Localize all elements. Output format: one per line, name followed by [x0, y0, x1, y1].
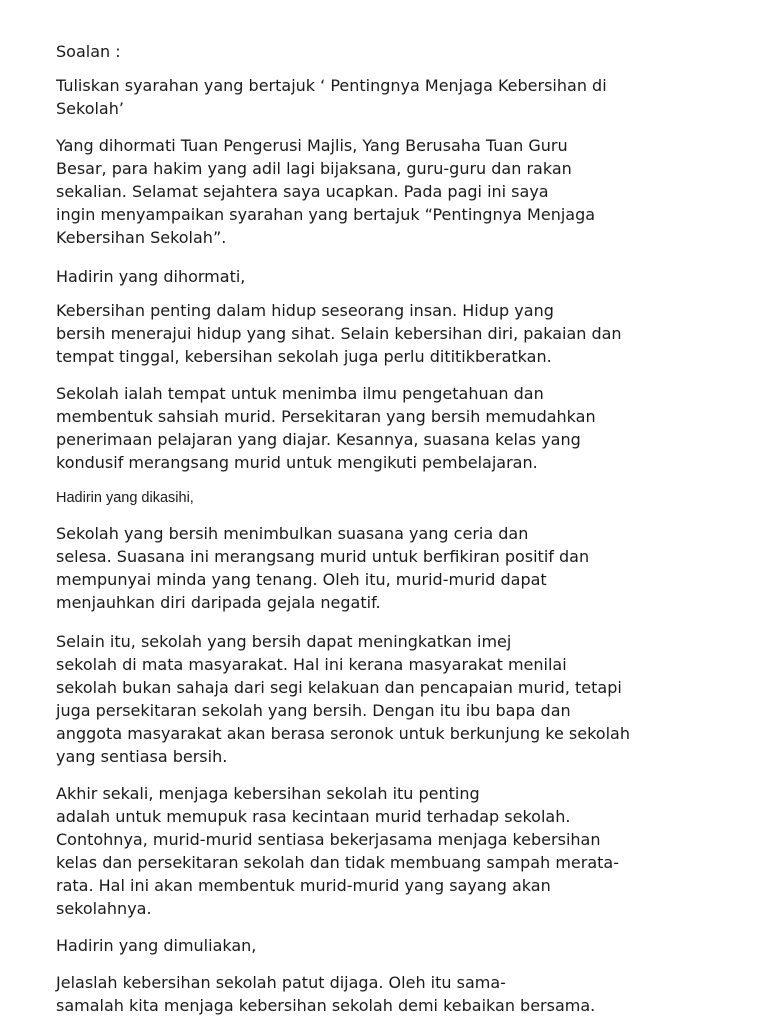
paragraph-kebersihan-penting: Kebersihan penting dalam hidup seseorang insan. Hidup yang bersih menerajui hidup yang sihat. Selain kebersihan diri, pakaian dan tempat tinggal, kebersihan sekolah juga perlu dititikberatkan.	[56, 301, 622, 366]
paragraph-akhir-sekali: Akhir sekali, menjaga kebersihan sekolah itu penting adalah untuk memupuk rasa kecintaan murid terhadap sekolah. Contohnya, murid-murid sentiasa bekerjasama menjaga kebersihan kelas dan persekitaran sekolah dan tidak membuang sampah merata- rata. Hal ini akan membentuk murid-murid yang sayang akan sekolahnya.	[56, 784, 619, 918]
question-text: Tuliskan syarahan yang bertajuk ‘ Pentingnya Menjaga Kebersihan di Sekolah’	[56, 76, 607, 118]
closing-paragraph: Jelaslah kebersihan sekolah patut dijaga. Oleh itu sama- samalah kita menjaga kebersihan sekolah demi kebaikan bersama.	[56, 973, 596, 1015]
question-label: Soalan :	[56, 42, 121, 61]
greeting-dihormati: Hadirin yang dihormati,	[56, 267, 246, 286]
paragraph-suasana-ceria: Sekolah yang bersih menimbulkan suasana yang ceria dan selesa. Suasana ini merangsang murid untuk berfikiran positif dan mempunyai minda yang tenang. Oleh itu, murid-murid dapat menjauhkan diri daripada gejala negatif.	[56, 524, 590, 612]
paragraph-sekolah-ilmu: Sekolah ialah tempat untuk menimba ilmu pengetahuan dan membentuk sahsiah murid. Persekitaran yang bersih memudahkan penerimaan pelajaran yang diajar. Kesannya, suasana kelas yang kondusif merangsang murid untuk mengikuti pembelajaran.	[56, 384, 596, 472]
paragraph-imej-sekolah: Selain itu, sekolah yang bersih dapat meningkatkan imej sekolah di mata masyarakat. Hal ini kerana masyarakat menilai sekolah bukan sahaja dari segi kelakuan dan pencapaian murid, tetapi juga persekitaran sekolah yang bersih. Dengan itu ibu bapa dan anggota masyarakat akan berasa seronok untuk berkunjung ke sekolah yang sentiasa bersih.	[56, 632, 630, 766]
greeting-dimuliakan: Hadirin yang dimuliakan,	[56, 936, 257, 955]
document-page	[56, 40, 716, 1017]
opening-paragraph: Yang dihormati Tuan Pengerusi Majlis, Yang Berusaha Tuan Guru Besar, para hakim yang adil lagi bijaksana, guru-guru dan rakan sekalian. Selamat sejahtera saya ucapkan. Pada pagi ini saya ingin menyampaikan syarahan yang bertajuk “Pentingnya Menjaga Kebersihan Sekolah”.	[56, 136, 596, 247]
greeting-dikasihi: Hadirin yang dikasihi,	[56, 490, 194, 506]
